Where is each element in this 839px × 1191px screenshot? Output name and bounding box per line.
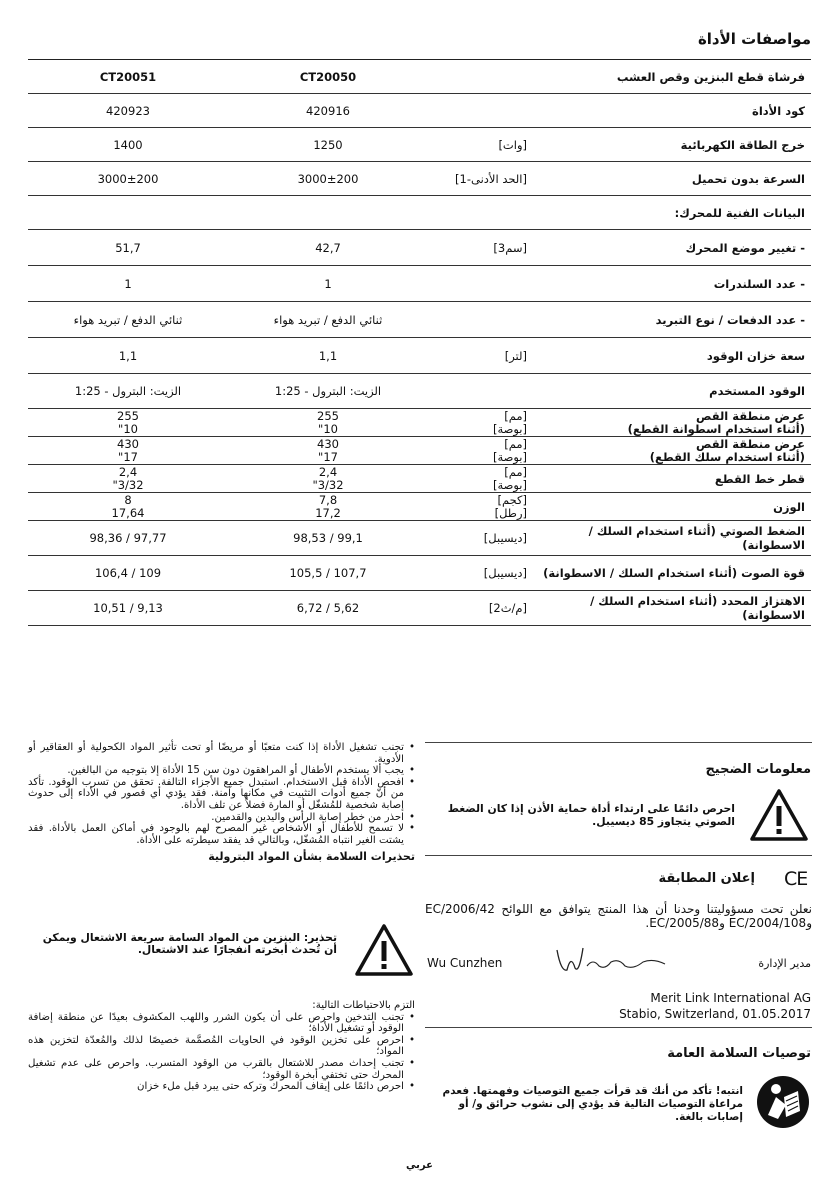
safety-heading: توصيات السلامة العامة [667, 1046, 811, 1061]
divider [425, 855, 812, 856]
spec-value-ct20050 [228, 493, 428, 521]
spec-label [533, 196, 811, 230]
spec-unit [428, 493, 533, 521]
spec-value-ct20050-line: 98,53 / 99,1 [293, 531, 363, 545]
spec-value-ct20050 [228, 338, 428, 374]
spec-row [28, 302, 811, 338]
spec-label-line: قوة الصوت (أثناء استخدام السلك / الاسطوانة) [543, 566, 805, 580]
spec-label [533, 437, 811, 465]
divider [425, 742, 812, 743]
spec-unit [428, 437, 533, 465]
spec-value-ct20051 [28, 437, 228, 465]
spec-value-ct20050 [228, 465, 428, 493]
spec-unit-line: [سم3] [493, 240, 527, 255]
spec-unit-line: [وات] [498, 137, 527, 152]
spec-row [28, 196, 811, 230]
spec-row [28, 493, 811, 521]
spec-value-ct20050 [228, 162, 428, 196]
spec-label [533, 465, 811, 493]
spec-unit [428, 230, 533, 266]
spec-value-ct20051-line: 2,4 [118, 464, 138, 479]
spec-value-ct20051-line2: "3/32 [112, 477, 144, 492]
spec-row [28, 521, 811, 556]
spec-value-ct20051-line2: "17 [118, 449, 138, 464]
spec-label-line: عرض منطقة القص [696, 436, 805, 451]
spec-value-ct20051-line: 51,7 [115, 240, 141, 255]
spec-value-ct20051-line2: "10 [118, 421, 138, 436]
spec-label-line: كود الأداة [752, 103, 805, 118]
page-title: مواصفات الأداة [697, 30, 811, 48]
spec-table [28, 59, 811, 626]
spec-label [533, 521, 811, 556]
spec-unit-line2: [رطل] [494, 505, 527, 520]
spec-label-line: سعة خزان الوقود [706, 348, 805, 363]
spec-value-ct20050 [228, 591, 428, 626]
spec-unit [428, 196, 533, 230]
left-column [28, 742, 415, 863]
spec-value-ct20050-line2: "17 [318, 449, 338, 464]
safety-bullets-top [28, 742, 415, 846]
spec-value-ct20050 [228, 521, 428, 556]
spec-value-ct20051-line: 255 [117, 408, 139, 423]
spec-unit-line: [كجم] [497, 492, 527, 507]
spec-value-ct20050-line: 1 [324, 276, 332, 291]
spec-value-ct20050-line2: "10 [318, 421, 338, 436]
spec-value-ct20050-line: 430 [317, 436, 339, 451]
spec-value-ct20051 [28, 591, 228, 626]
list-item: • يجب ألا يستخدم الأطفال أو المراهقون دون سن 15 الأداة إلا بتوجيه من البالغين. [28, 765, 415, 777]
spec-label-line: الوقود المستخدم [709, 384, 805, 398]
spec-unit-line2: [بوصة] [492, 477, 527, 492]
noise-heading: معلومات الضجيج [705, 762, 811, 777]
spec-label-line: الاهتزاز المحدد (أثناء استخدام السلك / الاسطوانة) [590, 594, 805, 622]
signature [553, 944, 673, 976]
fuel-warning-text: تحذير: البنزين من المواد السامة سريعة الاشتعال ويمكن أن تُحدث أبخرته انفجارًا عند الاشتعال. [42, 931, 337, 956]
spec-row [28, 128, 811, 162]
spec-label-line: السرعة بدون تحميل [691, 171, 805, 186]
spec-unit-line: [لتر] [504, 348, 527, 363]
spec-value-ct20050-line: 3000±200 [297, 171, 359, 186]
spec-unit-line: [مم] [504, 408, 527, 423]
spec-value-ct20051 [28, 493, 228, 521]
spec-value-ct20051 [28, 409, 228, 437]
list-item: • احذر من خطر إصابة الرأس واليدين والقدمين. [28, 812, 415, 824]
spec-value-ct20051 [28, 374, 228, 409]
spec-value-ct20050 [228, 409, 428, 437]
spec-unit [428, 128, 533, 162]
read-manual-icon [756, 1075, 810, 1129]
spec-value-ct20051 [28, 60, 228, 94]
spec-unit-line: [ديسيبل] [483, 531, 527, 545]
company: Merit Link International AG [650, 991, 811, 1005]
spec-value-ct20050 [228, 196, 428, 230]
spec-label [533, 409, 811, 437]
spec-row [28, 437, 811, 465]
spec-label [533, 591, 811, 626]
spec-value-ct20050 [228, 60, 428, 94]
spec-value-ct20051 [28, 196, 228, 230]
list-item: • لا تسمح للأطفال أو الأشخاص غير المصرح لهم بالوجود في أماكن العمل بالأداة. فقد يشتت الغير انتباه المُشغّل، وبالتالي قد يفقد سيطرته على الأداة. [28, 823, 415, 846]
spec-row [28, 60, 811, 94]
spec-value-ct20050-line: 1,1 [318, 348, 338, 363]
spec-value-ct20051 [28, 338, 228, 374]
spec-value-ct20050-line: 105,5 / 107,7 [289, 566, 367, 580]
spec-row [28, 162, 811, 196]
spec-unit [428, 60, 533, 94]
spec-value-ct20051-line: 98,36 / 97,77 [89, 531, 167, 545]
noise-text: احرص دائمًا على ارتداء أداة حماية الأذن إذا كان الضغط الصوتي يتجاوز 85 ديسيبل. [447, 802, 735, 828]
spec-unit-line: [مم] [504, 436, 527, 451]
spec-value-ct20051-line: 3000±200 [97, 171, 159, 186]
spec-value-ct20050-line: 2,4 [318, 464, 338, 479]
spec-label-line: - عدد السلندرات [713, 276, 805, 291]
spec-value-ct20050 [228, 128, 428, 162]
spec-unit [428, 338, 533, 374]
spec-value-ct20050-line: CT20050 [299, 69, 357, 84]
precautions [28, 1000, 415, 1093]
list-item: • احرص دائمًا على إيقاف المحرك وتركه حتى يبرد قبل ملء خزان [28, 1081, 415, 1093]
conformity-heading: إعلان المطابقة [658, 871, 755, 886]
spec-value-ct20051 [28, 230, 228, 266]
spec-value-ct20050-line: 420916 [306, 103, 350, 118]
safety-text: انتبه! تأكد من أنك قد قرأت جميع التوصيات وفهمتها. فعدم مراعاة التوصيات التالية قد يؤدي إلى نشوب حرائق و/ أو إصابات بالغة. [442, 1085, 743, 1123]
spec-row [28, 338, 811, 374]
spec-value-ct20050-line: 255 [317, 408, 339, 423]
list-item: • تجنب التدخين واحرص على أن يكون الشرر واللهب المكشوف بعيدًا عن منطقة إضافة الوقود أو تشغيل الأداة؛ [28, 1012, 415, 1035]
spec-value-ct20051-line: 1 [124, 276, 132, 291]
spec-unit [428, 162, 533, 196]
spec-value-ct20051-line: 106,4 / 109 [94, 566, 162, 580]
spec-row [28, 591, 811, 626]
spec-label [533, 338, 811, 374]
list-item: • افحص الأداة قبل الاستخدام. استبدل جميع الأجزاء التالفة. تحقق من تسرب الوقود. تأكد من أنّ جميع أدوات التثبيت في مكانها وآمنة. فقد يؤدي أي قصور في الأداء إلى حدوث إصابة شخصية للمُشغّل أو المارة فضلاً عن تلف الأداة. [28, 777, 415, 812]
spec-label [533, 230, 811, 266]
spec-unit [428, 266, 533, 302]
spec-label [533, 302, 811, 338]
spec-label [533, 60, 811, 94]
spec-value-ct20050 [228, 302, 428, 338]
spec-value-ct20051 [28, 162, 228, 196]
list-item: • تجنب تشغيل الأداة إذا كنت متعبًا أو مريضًا أو تحت تأثير المواد الكحولية أو العقاقير أو الأدوية. [28, 742, 415, 765]
spec-label [533, 493, 811, 521]
spec-value-ct20050 [228, 437, 428, 465]
spec-unit [428, 556, 533, 591]
warning-triangle-icon [353, 922, 415, 978]
spec-value-ct20051-line: 430 [117, 436, 139, 451]
spec-label [533, 162, 811, 196]
spec-label [533, 266, 811, 302]
fuel-heading: تحذيرات السلامة بشأن المواد البترولية [208, 850, 415, 864]
spec-label-line: قطر خط القطع [714, 471, 805, 486]
spec-row [28, 409, 811, 437]
list-item: • تجنب إحداث مصدر للاشتعال بالقرب من الوقود المتسرب. واحرص على عدم تشغيل المحرك حتى تختفي أبخرة الوقود؛ [28, 1058, 415, 1081]
spec-unit [428, 409, 533, 437]
spec-unit-line: [ديسيبل] [483, 566, 527, 580]
spec-label-line: خرج الطاقة الكهربائية [680, 137, 805, 152]
spec-value-ct20051 [28, 556, 228, 591]
spec-value-ct20050-line2: "3/32 [312, 477, 344, 492]
spec-label [533, 556, 811, 591]
spec-value-ct20051-line: 10,51 / 9,13 [93, 601, 163, 615]
spec-row [28, 556, 811, 591]
spec-label-line: فرشاة قطع البنزين وقص العشب [616, 69, 805, 84]
spec-value-ct20050-line: 42,7 [315, 240, 341, 255]
spec-unit [428, 521, 533, 556]
spec-value-ct20050-line: الزيت: البترول - 1:25 [274, 384, 382, 398]
list-item: • احرص على تخزين الوقود في الحاويات المُصمَّمة خصيصًا لذلك والمُعدّة لتخزين هذه المواد؛ [28, 1035, 415, 1058]
spec-value-ct20051 [28, 465, 228, 493]
spec-label-line: الوزن [773, 499, 805, 514]
signature-scribble-icon [553, 944, 673, 976]
spec-unit-line2: [بوصة] [492, 421, 527, 436]
spec-unit [428, 94, 533, 128]
spec-value-ct20051-line: الزيت: البترول - 1:25 [74, 384, 182, 398]
spec-unit [428, 465, 533, 493]
spec-value-ct20050 [228, 94, 428, 128]
signer-role: مدير الإدارة [758, 957, 811, 970]
spec-value-ct20050 [228, 266, 428, 302]
spec-label-line: - تغيير موضع المحرك [685, 240, 805, 255]
fuel-warning-box [28, 922, 415, 992]
precautions-intro: التزم بالاحتياطات التالية: [312, 1000, 415, 1011]
spec-unit [428, 374, 533, 409]
spec-value-ct20051 [28, 128, 228, 162]
spec-label-line: البيانات الفنية للمحرك: [674, 205, 805, 220]
spec-value-ct20051 [28, 521, 228, 556]
spec-value-ct20051-line: 1400 [113, 137, 143, 152]
warning-triangle-icon [748, 787, 810, 843]
spec-unit-line: [الحد الأدنى-1] [455, 171, 527, 186]
spec-value-ct20050-line: 7,8 [318, 492, 338, 507]
spec-row [28, 230, 811, 266]
spec-value-ct20051-line: 420923 [106, 103, 150, 118]
spec-value-ct20050-line2: 17,2 [315, 505, 341, 520]
spec-value-ct20051-line2: 17,64 [111, 505, 145, 520]
spec-label-line: عرض منطقة القص [696, 408, 805, 423]
spec-row [28, 94, 811, 128]
place-date: Stabio, Switzerland, 01.05.2017 [619, 1007, 811, 1021]
safety-bullets-bottom [28, 1012, 415, 1093]
spec-value-ct20050-line: ثنائي الدفع / تبريد هواء [273, 312, 383, 327]
spec-label-line: - عدد الدفعات / نوع التبريد [655, 312, 805, 327]
ce-mark: CE [784, 868, 808, 890]
conformity-text: نعلن تحت مسؤوليتنا وحدنا أن هذا المنتج يتوافق مع اللوائح 2006/42/EC و2004/108/EC و2005/88/EC. [425, 902, 812, 930]
spec-value-ct20051-line: CT20051 [99, 69, 157, 84]
spec-value-ct20051 [28, 302, 228, 338]
page-footer: عربي [406, 1160, 433, 1171]
spec-value-ct20050 [228, 230, 428, 266]
spec-label-line2: (أثناء استخدام سلك القطع) [649, 449, 805, 464]
spec-row [28, 374, 811, 409]
spec-value-ct20051 [28, 94, 228, 128]
spec-value-ct20050 [228, 556, 428, 591]
spec-label-line2: (أثناء استخدام اسطوانة القطع) [627, 421, 805, 436]
spec-unit-line: [م/ث2] [488, 601, 527, 615]
spec-value-ct20051-line: ثنائي الدفع / تبريد هواء [73, 312, 183, 327]
spec-value-ct20050-line: 1250 [313, 137, 343, 152]
spec-unit-line2: [بوصة] [492, 449, 527, 464]
spec-label [533, 94, 811, 128]
spec-value-ct20050 [228, 374, 428, 409]
spec-row [28, 266, 811, 302]
spec-unit [428, 591, 533, 626]
spec-unit-line: [مم] [504, 464, 527, 479]
spec-unit [428, 302, 533, 338]
signer-name: Wu Cunzhen [427, 956, 503, 970]
spec-label [533, 128, 811, 162]
divider [425, 1027, 812, 1028]
spec-value-ct20050-line: 6,72 / 5,62 [296, 601, 360, 615]
spec-value-ct20051-line: 8 [124, 492, 132, 507]
spec-value-ct20051-line: 1,1 [118, 348, 138, 363]
spec-row [28, 465, 811, 493]
spec-value-ct20051 [28, 266, 228, 302]
spec-label [533, 374, 811, 409]
spec-label-line: الضغط الصوتي (أثناء استخدام السلك / الاسطوانة) [588, 524, 805, 552]
